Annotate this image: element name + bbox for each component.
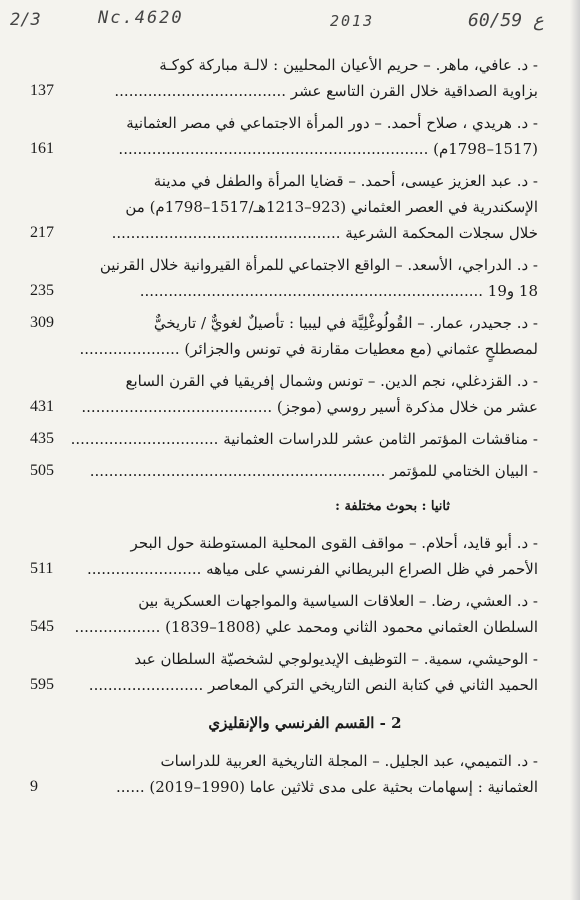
table-of-contents <box>0 52 580 800</box>
entry-line: (1517–1798م) ................................................................. <box>118 140 538 158</box>
handwritten-fraction: 2/3 <box>10 10 41 30</box>
page-number: 511 <box>30 560 54 577</box>
page-number: 309 <box>30 314 54 331</box>
handwritten-notes <box>0 8 580 38</box>
toc-entry <box>0 426 580 452</box>
toc-entry <box>0 310 580 362</box>
page-number: 235 <box>30 282 54 299</box>
page-number: 435 <box>30 430 54 447</box>
section-heading: ثانيا : بحوث مختلفة : <box>335 499 450 514</box>
entry-line: العثمانية : إسهامات بحثية على مدى ثلاثين عاما (1990–2019) ...... <box>116 778 538 796</box>
page-number: 9 <box>30 778 38 795</box>
toc-entry <box>0 588 580 640</box>
entry-line: - مناقشات المؤتمر الثامن عشر للدراسات العثمانية ............................... <box>70 430 538 448</box>
entry-line: - د. أبو قايد، أحلام. – مواقف القوى المحلية المستوطنة حول البحر <box>130 534 538 552</box>
entry-line: بزاوية الصداقية خلال القرن التاسع عشر .................................... <box>114 82 538 100</box>
entry-line: لمصطلحٍ عثماني (مع معطيات مقارنة في تونس والجزائر) ..................... <box>79 340 538 358</box>
handwritten-ref-code: Nc.4620 <box>98 8 184 28</box>
entry-line: 18 و19 ........................................................................ <box>139 282 538 300</box>
page-number: 595 <box>30 676 54 693</box>
toc-entry <box>0 646 580 698</box>
toc-entry <box>0 168 580 246</box>
entry-line: عشر من خلال مذكرة أسير روسي (موجز) ........................................ <box>81 398 538 416</box>
handwritten-pages: 60/59 ع <box>468 10 544 31</box>
page-number: 217 <box>30 224 54 241</box>
part-heading: 2 - القسم الفرنسي والإنقليزي <box>208 714 402 732</box>
toc-entry <box>0 368 580 420</box>
entry-line: - البيان الختامي للمؤتمر .............................................................. <box>89 462 538 480</box>
page-number: 431 <box>30 398 54 415</box>
entry-line: - د. عبد العزيز عيسى، أحمد. – قضايا المرأة والطفل في مدينة <box>153 172 538 190</box>
page-number: 545 <box>30 618 54 635</box>
entry-line: الأحمر في ظل الصراع البريطاني الفرنسي على مياهه ........................ <box>86 560 538 578</box>
toc-entry <box>0 110 580 162</box>
entry-line: الحميد الثاني في كتابة النص التاريخي التركي المعاصر ........................ <box>88 676 538 694</box>
entry-line: خلال سجلات المحكمة الشرعية ................................................ <box>111 224 538 242</box>
toc-entry <box>0 748 580 800</box>
toc-entry <box>0 252 580 304</box>
entry-line: - د. التميمي، عبد الجليل. – المجلة التاريخية العربية للدراسات <box>160 752 538 770</box>
entry-line: - د. جحيدر، عمار. – القُولُوغْلِيَّة في ليبيا : تأصيلٌ لغويٌّ / تاريخيٌّ <box>153 314 538 332</box>
toc-entry <box>0 530 580 582</box>
entry-line: السلطان العثماني محمود الثاني ومحمد علي (1808–1839) .................. <box>74 618 538 636</box>
toc-entry <box>0 458 580 484</box>
entry-line: - الوحيشي، سمية. – التوظيف الإيديولوجي لشخصيّة السلطان عبد <box>134 650 538 668</box>
handwritten-year: 2013 <box>330 12 375 30</box>
entry-line: - د. الدراجي، الأسعد. – الواقع الاجتماعي للمرأة القيروانية خلال القرنين <box>99 256 538 274</box>
page-number: 505 <box>30 462 54 479</box>
entry-line: - د. القزدغلي، نجم الدين. – تونس وشمال إفريقيا في القرن السابع <box>125 372 538 390</box>
page-number: 137 <box>30 82 54 99</box>
entry-line: - د. العشي، رضا. – العلاقات السياسية والمواجهات العسكرية بين <box>138 592 538 610</box>
toc-entry <box>0 52 580 104</box>
entry-line: الإسكندرية في العصر العثماني (923–1213هـ/1517–1798م) من <box>125 198 538 216</box>
page-number: 161 <box>30 140 54 157</box>
entry-line: - د. عافي، ماهر. – حريم الأعيان المحليين : لالـة مباركة كوكـة <box>159 56 538 74</box>
entry-line: - د. هريدي ، صلاح أحمد. – دور المرأة الاجتماعي في مصر العثمانية <box>126 114 538 132</box>
